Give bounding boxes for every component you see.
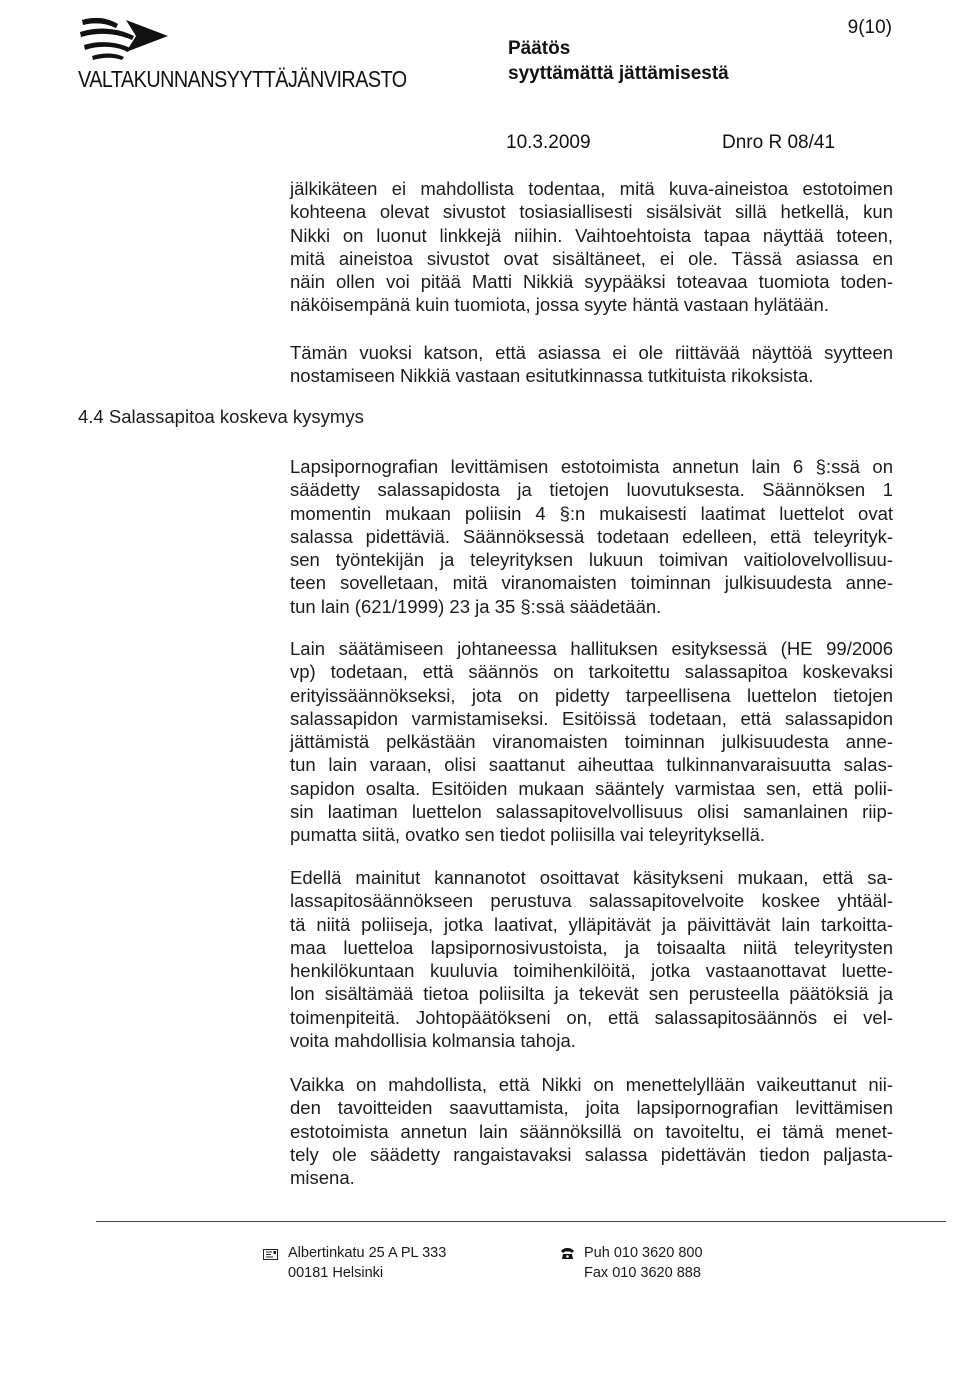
page-number: 9(10): [847, 17, 892, 38]
text-line: nostamiseen Nikkiä vastaan esitutkinnassa tutkituista rikoksista.: [290, 365, 814, 387]
text-line: mitä aineistoa sivustot ovat sisältäneet, ei ole. Tässä asiassa en: [290, 247, 893, 269]
text-line: vp) todetaan, että säännös on tarkoitettu salassapitoa koskevaksi: [290, 661, 893, 683]
text-line: jälkikäteen ei mahdollista todentaa, mitä kuva-aineistoa estotoimen: [290, 178, 893, 199]
phone-number: Puh 010 3620 800: [584, 1245, 703, 1261]
paragraph-law-provisions: [290, 455, 893, 618]
paragraph-final: [290, 1073, 893, 1189]
address-street: Albertinkatu 25 A PL 333: [288, 1245, 447, 1261]
paragraph-conclusion: [290, 341, 893, 388]
text-line: Edellä mainitut kannanotot osoittavat käsitykseni mukaan, että sa-: [290, 867, 893, 888]
text-line: momentin mukaan poliisin 4 §:n mukaisesti laatimat luettelot ovat: [290, 502, 893, 524]
text-line: henkilökuntaan kuuluvia toimihenkilöitä, jotka vastaanottavat luette-: [290, 960, 893, 982]
text-line: teen sovelletaan, mitä viranomaisten toiminnan julkisuudesta anne-: [290, 572, 893, 594]
paragraph-evidence: [290, 177, 893, 317]
text-line: sapidon osalta. Esitöiden mukaan sääntely varmistaa sen, että polii-: [290, 777, 893, 799]
address-city: 00181 Helsinki: [288, 1265, 384, 1281]
text-line: maa luetteloa lapsipornosivustoista, ja toisaalta niitä teleyritysten: [290, 936, 893, 958]
text-line: voita mahdollisia kolmansia tahoja.: [290, 1030, 576, 1052]
text-line: sin laatiman luettelon salassapitovelvollisuus olisi samanlainen riip-: [290, 801, 893, 823]
text-line: salassa pidettäviä. Säännöksessä todetaan edelleen, että teleyrityk-: [290, 525, 893, 547]
footer-address: [288, 1243, 446, 1283]
document-number: Dnro R 08/41: [722, 132, 836, 153]
text-line: Nikki on luonut linkkejä niihin. Vaihtoehtoista tapaa näyttää toteen,: [290, 224, 893, 246]
footer-divider: [96, 1221, 946, 1222]
text-line: estotoimista annetun lain säännöksillä on tavoiteltu, ei tämä menet-: [290, 1120, 893, 1142]
telephone-icon: [560, 1247, 575, 1260]
text-line: näin ollen voi pitää Matti Nikkiä syypääksi toteavaa tuomiota toden-: [290, 271, 893, 293]
text-line: erityissäännökseksi, jota on pidetty tarpeellisena luettelon tietojen: [290, 684, 893, 706]
text-line: säädetty salassapidosta ja tietojen luovutuksesta. Säännöksen 1: [290, 479, 893, 501]
document-date: 10.3.2009: [506, 132, 591, 153]
text-line: tun lain varaan, olisi saattanut aiheuttaa tulkinnanvaraisuutta salas-: [290, 754, 893, 776]
text-line: tun lain (621/1999) 23 ja 35 §:ssä säädetään.: [290, 595, 662, 617]
paragraph-confidentiality-scope: [290, 866, 893, 1052]
mailbox-icon: [263, 1249, 278, 1260]
text-line: tä niitä poliiseja, jotka laativat, ylläpitävät ja päivittävät lain tarkoitta-: [290, 913, 893, 935]
section-heading: 4.4 Salassapitoa koskeva kysymys: [78, 406, 364, 427]
text-line: misena.: [290, 1167, 355, 1189]
text-line: toimenpiteitä. Johtopäätökseni on, että salassapitosäännös ei vel-: [290, 1006, 893, 1028]
fax-number: Fax 010 3620 888: [584, 1265, 701, 1281]
text-line: sen työntekijän ja teleyrityksen lukuun toimivan vaitiolovelvollisuu-: [290, 549, 893, 571]
text-line: Vaikka on mahdollista, että Nikki on menettelyllään vaikeuttanut nii-: [290, 1074, 893, 1095]
text-line: Tämän vuoksi katson, että asiassa ei ole riittävää näyttöä syytteen: [290, 342, 893, 363]
text-line: pumatta siitä, ovatko sen tiedot poliisilla vai teleyrityksellä.: [290, 824, 766, 846]
text-line: näköisempänä kuin tuomiota, jossa syyte häntä vastaan hylätään.: [290, 294, 829, 316]
text-line: den tavoitteiden saavuttamista, joita lapsipornografian levittämisen: [290, 1097, 893, 1119]
text-line: tely ole säädetty rangaistavaksi salassa pidettävän tiedon paljasta-: [290, 1143, 893, 1165]
organization-name: VALTAKUNNANSYYTTÄJÄNVIRASTO: [78, 66, 407, 92]
arrow-logo-icon: [78, 12, 170, 60]
footer-contact: [584, 1243, 703, 1283]
text-line: salassapidon varmistamiseksi. Esitöissä todetaan, että salassapidon: [290, 707, 893, 729]
text-line: lon sisältämää tietoa poliisilta ja tekevät sen perusteella päätöksiä ja: [290, 983, 893, 1005]
text-line: Lapsipornografian levittämisen estotoimista annetun lain 6 §:ssä on: [290, 456, 893, 477]
text-line: lassapitosäännökseen perustuva salassapitovelvoite koskee yhtääl-: [290, 890, 893, 912]
text-line: kohteena olevat sivustot tosiasiallisesti sisälsivät sillä hetkellä, kun: [290, 201, 893, 223]
document-subtitle: syyttämättä jättämisestä: [508, 63, 729, 84]
paragraph-government-proposal: [290, 637, 893, 847]
document-type: Päätös: [508, 38, 571, 59]
text-line: jättämistä pelkästään viranomaisten toiminnan julkisuudesta anne-: [290, 731, 893, 753]
text-line: Lain säätämiseen johtaneessa hallituksen esityksessä (HE 99/2006: [290, 638, 893, 659]
